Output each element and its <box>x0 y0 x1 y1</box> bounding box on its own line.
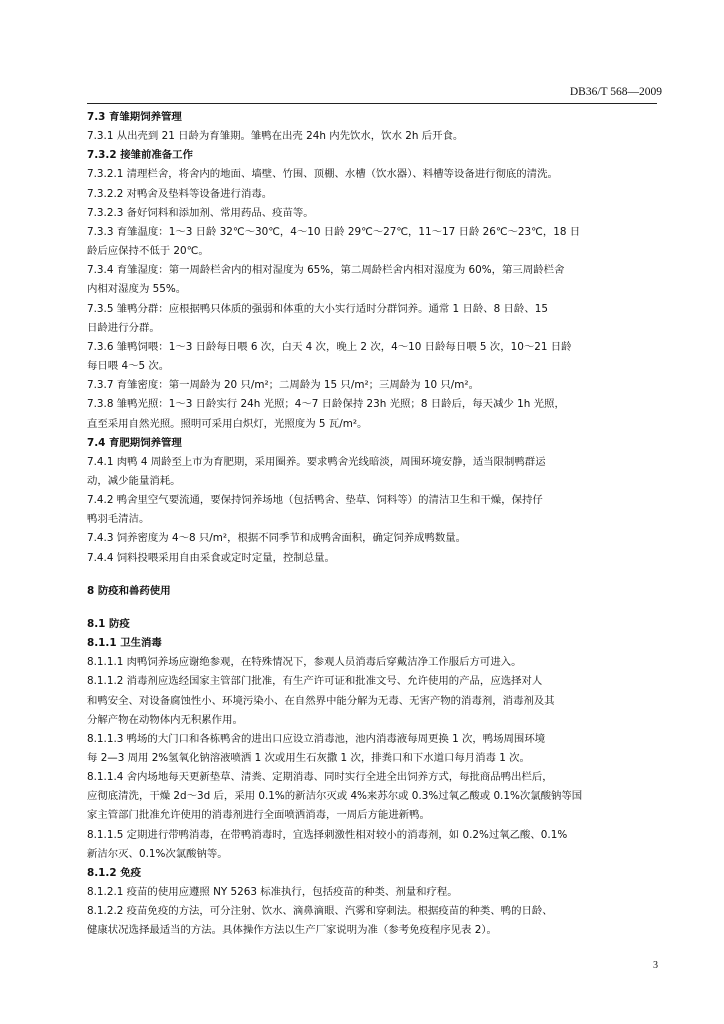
text-line: 8.1.1.3 鸭场的大门口和各栋鸭舍的进出口应设立消毒池，池内消毒液每周更换 1 次，鸭场周围环境 <box>87 732 546 745</box>
section-heading: 8.1 防疫 <box>87 617 130 630</box>
text-line: 7.3.2.1 清理栏舍，将舍内的地面、墙壁、竹围、顶棚、水槽（饮水器）、料槽等设备进行彻底的清洗。 <box>87 168 558 181</box>
text-line: 8.1.1.1 肉鸭饲养场应谢绝参观，在特殊情况下，参观人员消毒后穿戴洁净工作服后方可进入。 <box>87 656 522 669</box>
text-line: 7.3.2.3 备好饲料和添加剂、常用药品、疫苗等。 <box>87 206 314 219</box>
text-line: 7.3.1 从出壳到 21 日龄为育雏期。雏鸭在出壳 24h 内先饮水，饮水 2h 后开食。 <box>87 130 464 143</box>
text-line: 7.3.8 雏鸭光照：1～3 日龄实行 24h 光照；4～7 日龄保持 23h 光照；8 日龄后，每天减少 1h 光照， <box>87 398 565 411</box>
section-gap <box>87 601 657 615</box>
section-heading: 8.1.1 卫生消毒 <box>87 637 162 650</box>
header-rule <box>87 103 657 104</box>
text-line: 8.1.1.5 定期进行带鸭消毒，在带鸭消毒时，宜选择刺激性相对较小的消毒剂，如 0.2%过氧乙酸、0.1% <box>87 828 568 841</box>
text-line: 家主管部门批准允许使用的消毒剂进行全面喷洒消毒，一周后方能进新鸭。 <box>87 809 430 822</box>
text-line: 内相对湿度为 55%。 <box>87 283 187 296</box>
section-heading: 8 防疫和兽药使用 <box>87 584 171 597</box>
text-line: 健康状况选择最适当的方法。具体操作方法以生产厂家说明为准（参考免疫程序见表 2）。 <box>87 924 497 937</box>
text-line: 鸭羽毛清洁。 <box>87 513 150 526</box>
text-line: 8.1.2.1 疫苗的使用应遵照 NY 5263 标准执行，包括疫苗的种类、剂量和疗程。 <box>87 886 458 899</box>
text-line: 每 2—3 周用 2%氢氧化钠溶液喷洒 1 次或用生石灰撒 1 次，排粪口和下水道口每月消毒 1 次。 <box>87 752 530 764</box>
standard-code: DB36/T 568—2009 <box>569 86 662 98</box>
text-line: 8.1.1.2 消毒剂应选经国家主管部门批准，有生产许可证和批准文号、允许使用的产品，应选择对人 <box>87 675 543 688</box>
text-line: 8.1.2.2 疫苗免疫的方法，可分注射、饮水、滴鼻滴眼、汽雾和穿刺法。根据疫苗的种类、鸭的日龄、 <box>87 905 553 918</box>
text-line: 7.3.2.2 对鸭舍及垫料等设备进行消毒。 <box>87 187 273 200</box>
text-line: 日龄进行分群。 <box>87 321 160 334</box>
section-gap <box>87 568 657 582</box>
section-heading: 7.3.2 接雏前准备工作 <box>87 149 193 162</box>
text-line: 动，减少能量消耗。 <box>87 474 181 487</box>
text-line: 7.3.6 雏鸭饲喂：1～3 日龄每日喂 6 次，白天 4 次，晚上 2 次，4～10 日龄每日喂 5 次，10～21 日龄 <box>87 340 572 353</box>
text-line: 和鸭安全、对设备腐蚀性小、环境污染小、在自然界中能分解为无毒、无害产物的消毒剂，消毒剂及其 <box>87 694 555 707</box>
section-heading: 8.1.2 免疫 <box>87 866 141 879</box>
document-body <box>87 108 657 941</box>
text-line: 应彻底清洗，干燥 2d～3d 后，采用 0.1%的新洁尔灭或 4%来苏尔或 0.3%过氧乙酸或 0.1%次氯酸钠等国 <box>87 790 583 803</box>
text-line: 龄后应保持不低于 20℃。 <box>87 245 209 258</box>
text-line: 7.4.3 饲养密度为 4～8 只/m²，根据不同季节和成鸭舍面积，确定饲养成鸭数量。 <box>87 532 467 545</box>
text-line: 8.1.1.4 舍内场地每天更新垫草、清粪、定期消毒、同时实行全进全出饲养方式，每批商品鸭出栏后， <box>87 771 553 784</box>
text-line: 7.3.7 育雏密度：第一周龄为 20 只/m²；二周龄为 15 只/m²；三周龄为 10 只/m²。 <box>87 379 479 392</box>
text-line: 分解产物在动物体内无积累作用。 <box>87 713 243 726</box>
text-line: 直至采用自然光照。照明可采用白炽灯，光照度为 5 瓦/m²。 <box>87 417 368 430</box>
section-heading: 7.3 育雏期饲养管理 <box>87 111 182 123</box>
text-line: 7.3.4 育雏湿度：第一周龄栏舍内的相对湿度为 65%，第二周龄栏舍内相对湿度为 60%，第三周龄栏舍 <box>87 264 565 277</box>
text-line: 新洁尔灭、0.1%次氯酸钠等。 <box>87 847 228 860</box>
text-line: 7.4.4 饲料投喂采用自由采食或定时定量，控制总量。 <box>87 551 335 564</box>
text-line: 7.3.3 育雏温度：1～3 日龄 32℃～30℃，4～10 日龄 29℃～27℃，11～17 日龄 26℃～23℃，18 日 <box>87 225 581 238</box>
page-number: 3 <box>653 960 658 971</box>
text-line: 7.4.2 鸭舍里空气要流通，要保持饲养场地（包括鸭舍、垫草、饲料等）的清洁卫生和干燥，保持仔 <box>87 494 543 507</box>
text-line: 每日喂 4～5 次。 <box>87 360 170 373</box>
text-line: 7.3.5 雏鸭分群：应根据鸭只体质的强弱和体重的大小实行适时分群饲养。通常 1 日龄、8 日龄、15 <box>87 302 548 315</box>
section-heading: 7.4 育肥期饲养管理 <box>87 436 182 449</box>
text-line: 7.4.1 肉鸭 4 周龄至上市为育肥期，采用圈养。要求鸭舍光线暗淡，周围环境安静，适当限制鸭群运 <box>87 455 546 468</box>
